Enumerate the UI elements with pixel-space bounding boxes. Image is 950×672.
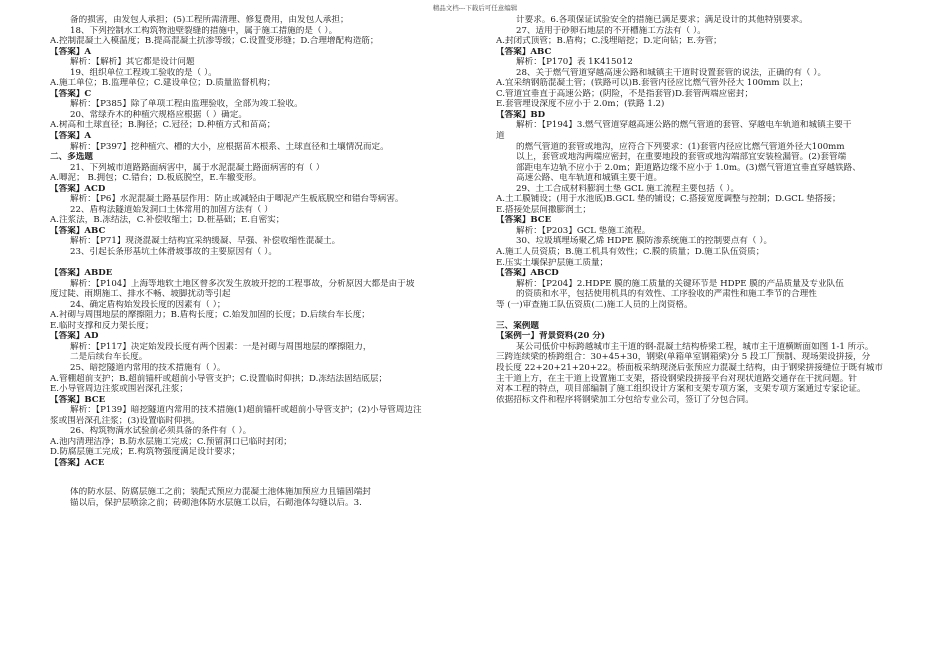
text-line: 【案例一】背景资料(20 分) bbox=[496, 331, 606, 342]
text-line: 计要求。6.各项保证试验安全的措施已满足要求；满足设计的其他特别要求。 bbox=[516, 15, 808, 25]
text-line: 锚以后，保护层喷涂之前；砖砌池体防水层施工以后，石砌池体勾缝以后。3. bbox=[70, 498, 362, 509]
text-line: 三跨连续梁的桥跨组合：30+45+30，钢梁(单箱单室钢箱梁)分 5 段工厂预制、现场架设拼接，分 bbox=[496, 352, 871, 363]
text-line: 【答案】ABC bbox=[50, 225, 106, 236]
text-line: 【答案】ACE bbox=[50, 457, 105, 468]
text-line: 解析：【P104】上海等地软土地区曾多次发生放坡开挖的工程事故，分析原因大都是由于坡 bbox=[70, 278, 415, 289]
text-line: 24、确定盾构始发段长度的因素有（ ）； bbox=[70, 299, 226, 310]
text-line: A.施工人员资质；B.施工机具有效性；C.膜的质量；D.施工队伍资质； bbox=[496, 247, 765, 258]
text-line: 【答案】AD bbox=[50, 331, 99, 342]
text-line: 【答案】A bbox=[50, 46, 92, 57]
text-line: 二、多选题 bbox=[50, 152, 93, 163]
text-line: A.唧泥； B.拥包；C.错台；D.板底脱空，E.车辙变形。 bbox=[50, 173, 262, 184]
text-line: 解析：【P139】暗挖隧道内常用的技术措施(1)超前锚杆或超前小导管支护；(2)小导管周边注 bbox=[70, 405, 422, 416]
text-line: 22、盾构法隧道始发洞口土体常用的加固方法有（ ） bbox=[70, 204, 273, 215]
text-line: 【答案】C bbox=[50, 88, 92, 99]
text-line: 主干道上方，在主干道上设置施工支架，搭设钢梁段拼接平台对现状道路交通存在干扰问题。针 bbox=[496, 373, 857, 384]
text-line: 【答案】BCE bbox=[50, 394, 106, 405]
text-line: 体的防水层、防腐层施工之前；装配式预应力混凝土池体施加预应力且锚固端封 bbox=[70, 487, 371, 498]
text-line: A.注浆法，B.冻结法，C.补偿收缩土；D.桩基础；E.自密实； bbox=[50, 215, 285, 226]
text-line bbox=[50, 468, 475, 487]
left-column bbox=[50, 15, 475, 509]
text-line: 【答案】ABCD bbox=[496, 268, 559, 279]
text-line: 21、下列城市道路路面病害中，属于水泥混凝土路面病害的有（ ） bbox=[70, 162, 325, 173]
text-line: A.衬砌与周围地层的摩擦阻力；B.盾构长度；C.始发加固的长度；D.后续台车长度； bbox=[50, 310, 370, 321]
text-line: 25、暗挖隧道内常用的技术措施有（ ）。 bbox=[70, 363, 226, 373]
text-line: 【答案】ACD bbox=[50, 183, 106, 194]
text-line: 28、关于燃气管道穿越高速公路和城镇主干道时设置套管的说法，正确的有（ ）。 bbox=[516, 67, 827, 78]
text-line: 27、适用于砂卵石地层的不开槽施工方法有（ ）。 bbox=[516, 25, 706, 36]
text-line: 解析：【P397】挖种植穴、槽的大小，应根据苗木根系、土球直径和土壤情况而定。 bbox=[70, 141, 389, 152]
text-line: 高速公路、电车轨道和城镇主要干道。 bbox=[516, 173, 663, 184]
text-line: 30、垃圾填埋场聚乙烯 HDPE 膜防渗系统施工的控制要点有（ ）。 bbox=[516, 236, 773, 247]
text-line: A.土工膜铺设；(用于水池底)B.GCL 垫的铺设；C.搭接宽度调整与控制；D.GCL 垫搭接； bbox=[496, 194, 841, 205]
text-line: 以上，套管或地沟两端应密封，在重要地段的套管或地沟端部宜安装检漏管。(2)套管端 bbox=[516, 152, 847, 163]
text-line: 备的损害，由发包人承担；(5)工程所需清理、修复费用，由发包人承担； bbox=[70, 15, 349, 25]
text-line: A.控制混凝土入模温度；B.提高混凝土抗渗等级；C.设置变形缝；D.合理增配构造筋； bbox=[50, 36, 379, 47]
text-line: E.搭接处层间撒膨润土； bbox=[496, 204, 591, 215]
text-line: 部距电车边轨不应小于 2.0m；距道路边缘不应小于 1.0m。(3)燃气管道宜垂直穿越铁路、 bbox=[516, 162, 861, 173]
text-line: A.施工单位；B.监理单位；C.建设单位；D.质量监督机构； bbox=[50, 78, 276, 89]
text-line: 浆或围岩深孔注浆；(3)设置临时仰拱。 bbox=[50, 415, 200, 426]
page-header: 精品文档---下载后可任意编辑 bbox=[432, 4, 518, 12]
text-line: 19、组织单位工程竣工验收的是（ ）。 bbox=[70, 67, 217, 78]
text-line: 20、常绿乔木的种植穴规格应根据（ ）确定。 bbox=[70, 109, 247, 120]
text-line: A.宜采纳钢筋混凝土管；(铁路可以)B.套管内径应比燃气管外径大 100mm 以上； bbox=[496, 78, 809, 89]
text-line: 解析：【P194】3.燃气管道穿越高速公路的燃气管道的套管、穿越电车轨道和城镇主要干 bbox=[516, 120, 852, 131]
text-line: 依据招标文件和程序将钢梁加工分包给专业公司，签订了分包合同。 bbox=[496, 394, 754, 405]
text-line: D.防腐层施工完成；E.构筑物强度满足设计要求； bbox=[50, 447, 241, 458]
text-line: 23、引起长条形基坑土体滑坡事故的主要原因有（ ）。 bbox=[70, 247, 278, 258]
text-line: 对本工程的特点，项目部编制了施工组织设计方案和支架专项方案，支架专项方案通过专家论证。 bbox=[496, 384, 866, 395]
text-line: 18、下列控制水工构筑物池壁裂缝的措施中，属于施工措施的是（ ）。 bbox=[70, 25, 338, 36]
text-line: 29、土工合成材料膨润土垫 GCL 施工流程主要包括（ ）。 bbox=[516, 183, 740, 194]
text-line: 解析：【P204】2.HDPE 膜的施工质量的关键环节是 HDPE 膜的产品质量及专业队伍 bbox=[516, 278, 844, 289]
text-line: 【答案】BD bbox=[496, 109, 546, 120]
text-line: 解析：【P6】水泥混凝土路基层作用：防止或减轻由于唧泥产生板底脱空和错台等病害。 bbox=[70, 194, 404, 205]
text-line: A.管棚超前支护；B.超前锚杆或超前小导管支护；C.设置临时仰拱；D.冻结法固结底层； bbox=[50, 373, 388, 384]
text-line: 等 (一)审查施工队伍资质(二)施工人员的上岗资格。 bbox=[496, 299, 693, 310]
text-line: 段长度 22+20+21+20+22。桥面板采纳现浇后张预应力混凝土结构，由于钢梁拼接缝位于既有城市 bbox=[496, 363, 883, 373]
text-line bbox=[496, 310, 916, 321]
text-line: 度过陡、雨期施工、排水不畅、坡脚扰动等引起 bbox=[50, 289, 231, 300]
text-line: 的资质和水平，包括使用机具的有效性、工序验收的严肃性和施工季节的合理性 bbox=[516, 289, 817, 300]
text-line: 的燃气管道的套管或地沟，应符合下列要求：(1)套管内径应比燃气管道外径大100mm bbox=[516, 141, 845, 152]
text-line: 解析：【P117】决定始发段长度有两个因素：一是衬砌与周围地层的摩擦阻力， bbox=[70, 341, 372, 352]
text-line: A.池内清理洁净；B.防水层施工完成；C.预留洞口已临时封闭； bbox=[50, 436, 292, 447]
text-line: 解析：【P385】除了单项工程由监理验收，全部为竣工验收。 bbox=[70, 99, 303, 110]
text-line: E.小导管周边注浆或围岩深孔注浆； bbox=[50, 384, 188, 395]
text-line: 解析：【P170】表 1K415012 bbox=[516, 57, 633, 68]
text-line: 【答案】ABC bbox=[496, 46, 552, 57]
text-line bbox=[50, 258, 475, 269]
text-line: 【答案】A bbox=[50, 131, 92, 142]
text-line: 二是后续台车长度。 bbox=[70, 352, 148, 363]
right-column bbox=[496, 15, 916, 405]
text-line: 道 bbox=[496, 131, 505, 142]
text-line: E.压实土壤保护层施工质量； bbox=[496, 257, 609, 268]
text-line: 【答案】BCE bbox=[496, 215, 552, 226]
text-line: A.树高和土球直径；B.胸径；C.冠径；D.种植方式和苗高； bbox=[50, 120, 276, 131]
text-line: A.封闭式顶管；B.盾构；C.浅埋暗挖；D.定向钻；E.夯管； bbox=[496, 36, 722, 47]
text-line: 【答案】ABDE bbox=[50, 268, 113, 279]
text-line: E.套管埋设深度不应小于 2.0m；(铁路 1.2) bbox=[496, 99, 665, 110]
text-line: C.管道宜垂直于高速公路；(阴险，不是指套管)D.套管两端应密封； bbox=[496, 88, 754, 99]
text-line: 解析：【P203】GCL 垫施工流程。 bbox=[516, 225, 651, 236]
text-line: 解析：【解析】其它都是设计问题 bbox=[70, 57, 195, 68]
text-line: 解析：【P71】现浇混凝土结构宜采纳缓凝、早强、补偿收缩性混凝土。 bbox=[70, 236, 341, 247]
text-line: 某公司低价中标跨越城市主干道的钢-混凝土结构桥梁工程，城市主干道横断面如图 1-1 所示。 bbox=[516, 341, 874, 352]
text-line: 26、构筑物满水试验前必须具备的条件有（ ）。 bbox=[70, 426, 252, 437]
text-line: E.临时支撑和反力架长度； bbox=[50, 320, 154, 331]
text-line: 三、案例题 bbox=[496, 320, 539, 331]
